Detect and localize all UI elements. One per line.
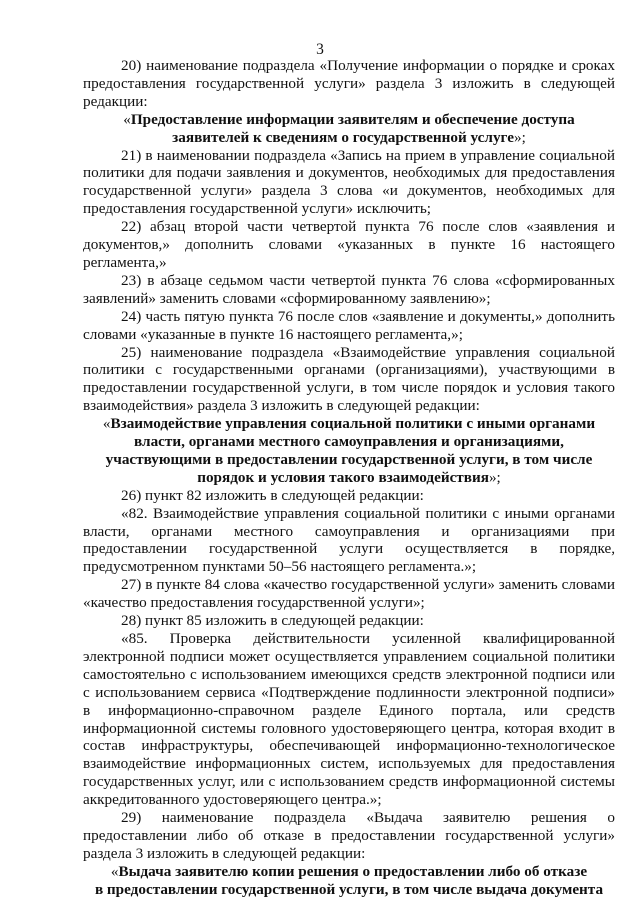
paragraph: 23) в абзаце седьмом части четвертой пункта 76 слова «сформированных заявлений» заменить словами «сформированному заявлению»;	[83, 271, 615, 307]
heading-line	[83, 129, 615, 147]
open-quote: «	[123, 110, 131, 128]
heading-text: Взаимодействие управления социальной политики с иными органами	[110, 415, 596, 433]
open-quote: «	[110, 862, 119, 880]
page-number: 3	[316, 41, 324, 58]
section-heading	[83, 863, 615, 899]
paragraph: 21) в наименовании подраздела «Запись на прием в управление социальной политики для подачи заявления и документов, необходимых для предоставления государственной услуги» раздела 3 слова «и документов, необходимых для предоставления государственной услуги» исключить;	[83, 146, 615, 218]
heading-line	[83, 111, 615, 129]
section-heading	[83, 415, 615, 487]
paragraph: «85. Проверка действительности усиленной квалифицированной электронной подписи может осуществляется управлением социальной политики самостоятельно с использованием имеющихся средств электронной подписи или с использованием сервиса «Подтверждение подлинности электронной подписи» в информационно-справочном разделе Единого портала, или средств информационной системы головного удостоверяющего центра, которая входит в состав инфраструктуры, обеспечивающей информационно-технологическое взаимодействие информационных систем, используемых для предоставления государственных услуг, или с использованием средств информационной системы аккредитованного удостоверяющего центра.»;	[83, 630, 615, 809]
paragraph: 20) наименование подраздела «Получение информации о порядке и сроках предоставления государственной услуги» раздела 3 изложить в следующей редакции:	[83, 57, 615, 110]
heading-line	[83, 433, 615, 451]
paragraph: 22) абзац второй части четвертой пункта 76 после слов «заявления и документов,» дополнить словами «указанных в пункте 16 настоящего регламента,»	[83, 218, 615, 271]
paragraph: 28) пункт 85 изложить в следующей редакции:	[121, 612, 424, 630]
heading-text: Выдача заявителю копии решения о предоставлении либо об отказе	[118, 862, 588, 880]
heading-text: заявителей к сведениям о государственной услуге	[172, 128, 514, 146]
open-quote: «	[102, 415, 111, 433]
paragraph: 26) пункт 82 изложить в следующей редакции:	[121, 486, 424, 504]
heading-line	[83, 469, 615, 487]
close-quote: »;	[513, 128, 526, 146]
close-quote: »;	[488, 468, 501, 486]
heading-line	[83, 863, 615, 881]
heading-line	[83, 451, 615, 469]
heading-text: власти, органами местного самоуправления и организациями,	[134, 433, 564, 451]
heading-line	[83, 881, 615, 899]
heading-text: порядок и условия такого взаимодействия	[197, 468, 489, 486]
paragraph: «82. Взаимодействие управления социальной политики с иными органами власти, органами местного самоуправления и организациями при предоставлении государственной услуги осуществляется в порядке, предусмотренном пунктами 50–56 настоящего регламента.»;	[83, 504, 615, 576]
heading-text: Предоставление информации заявителям и обеспечение доступа	[130, 110, 575, 128]
heading-text: в предоставлении государственной услуги, в том числе выдача документа	[94, 880, 604, 898]
paragraph: 29) наименование подраздела «Выдача заявителю решения о предоставлении либо об отказе в предоставлении государственной услуги» раздела 3 изложить в следующей редакции:	[83, 809, 615, 862]
paragraph: 27) в пункте 84 слова «качество государственной услуги» заменить словами «качество предоставления государственной услуги»;	[83, 576, 615, 612]
heading-line	[83, 415, 615, 433]
paragraph: 25) наименование подраздела «Взаимодействие управления социальной политики с государственными органами (организациями), участвующими в предоставлении государственной услуги, в том числе порядок и условия такого взаимодействия» раздела 3 изложить в следующей редакции:	[83, 343, 615, 415]
heading-text: участвующими в предоставлении государственной услуги, в том числе	[105, 450, 593, 468]
document-body	[83, 57, 615, 899]
paragraph: 24) часть пятую пункта 76 после слов «заявление и документы,» дополнить словами «указанные в пункте 16 настоящего регламента,»;	[83, 307, 615, 343]
section-heading	[83, 111, 615, 147]
